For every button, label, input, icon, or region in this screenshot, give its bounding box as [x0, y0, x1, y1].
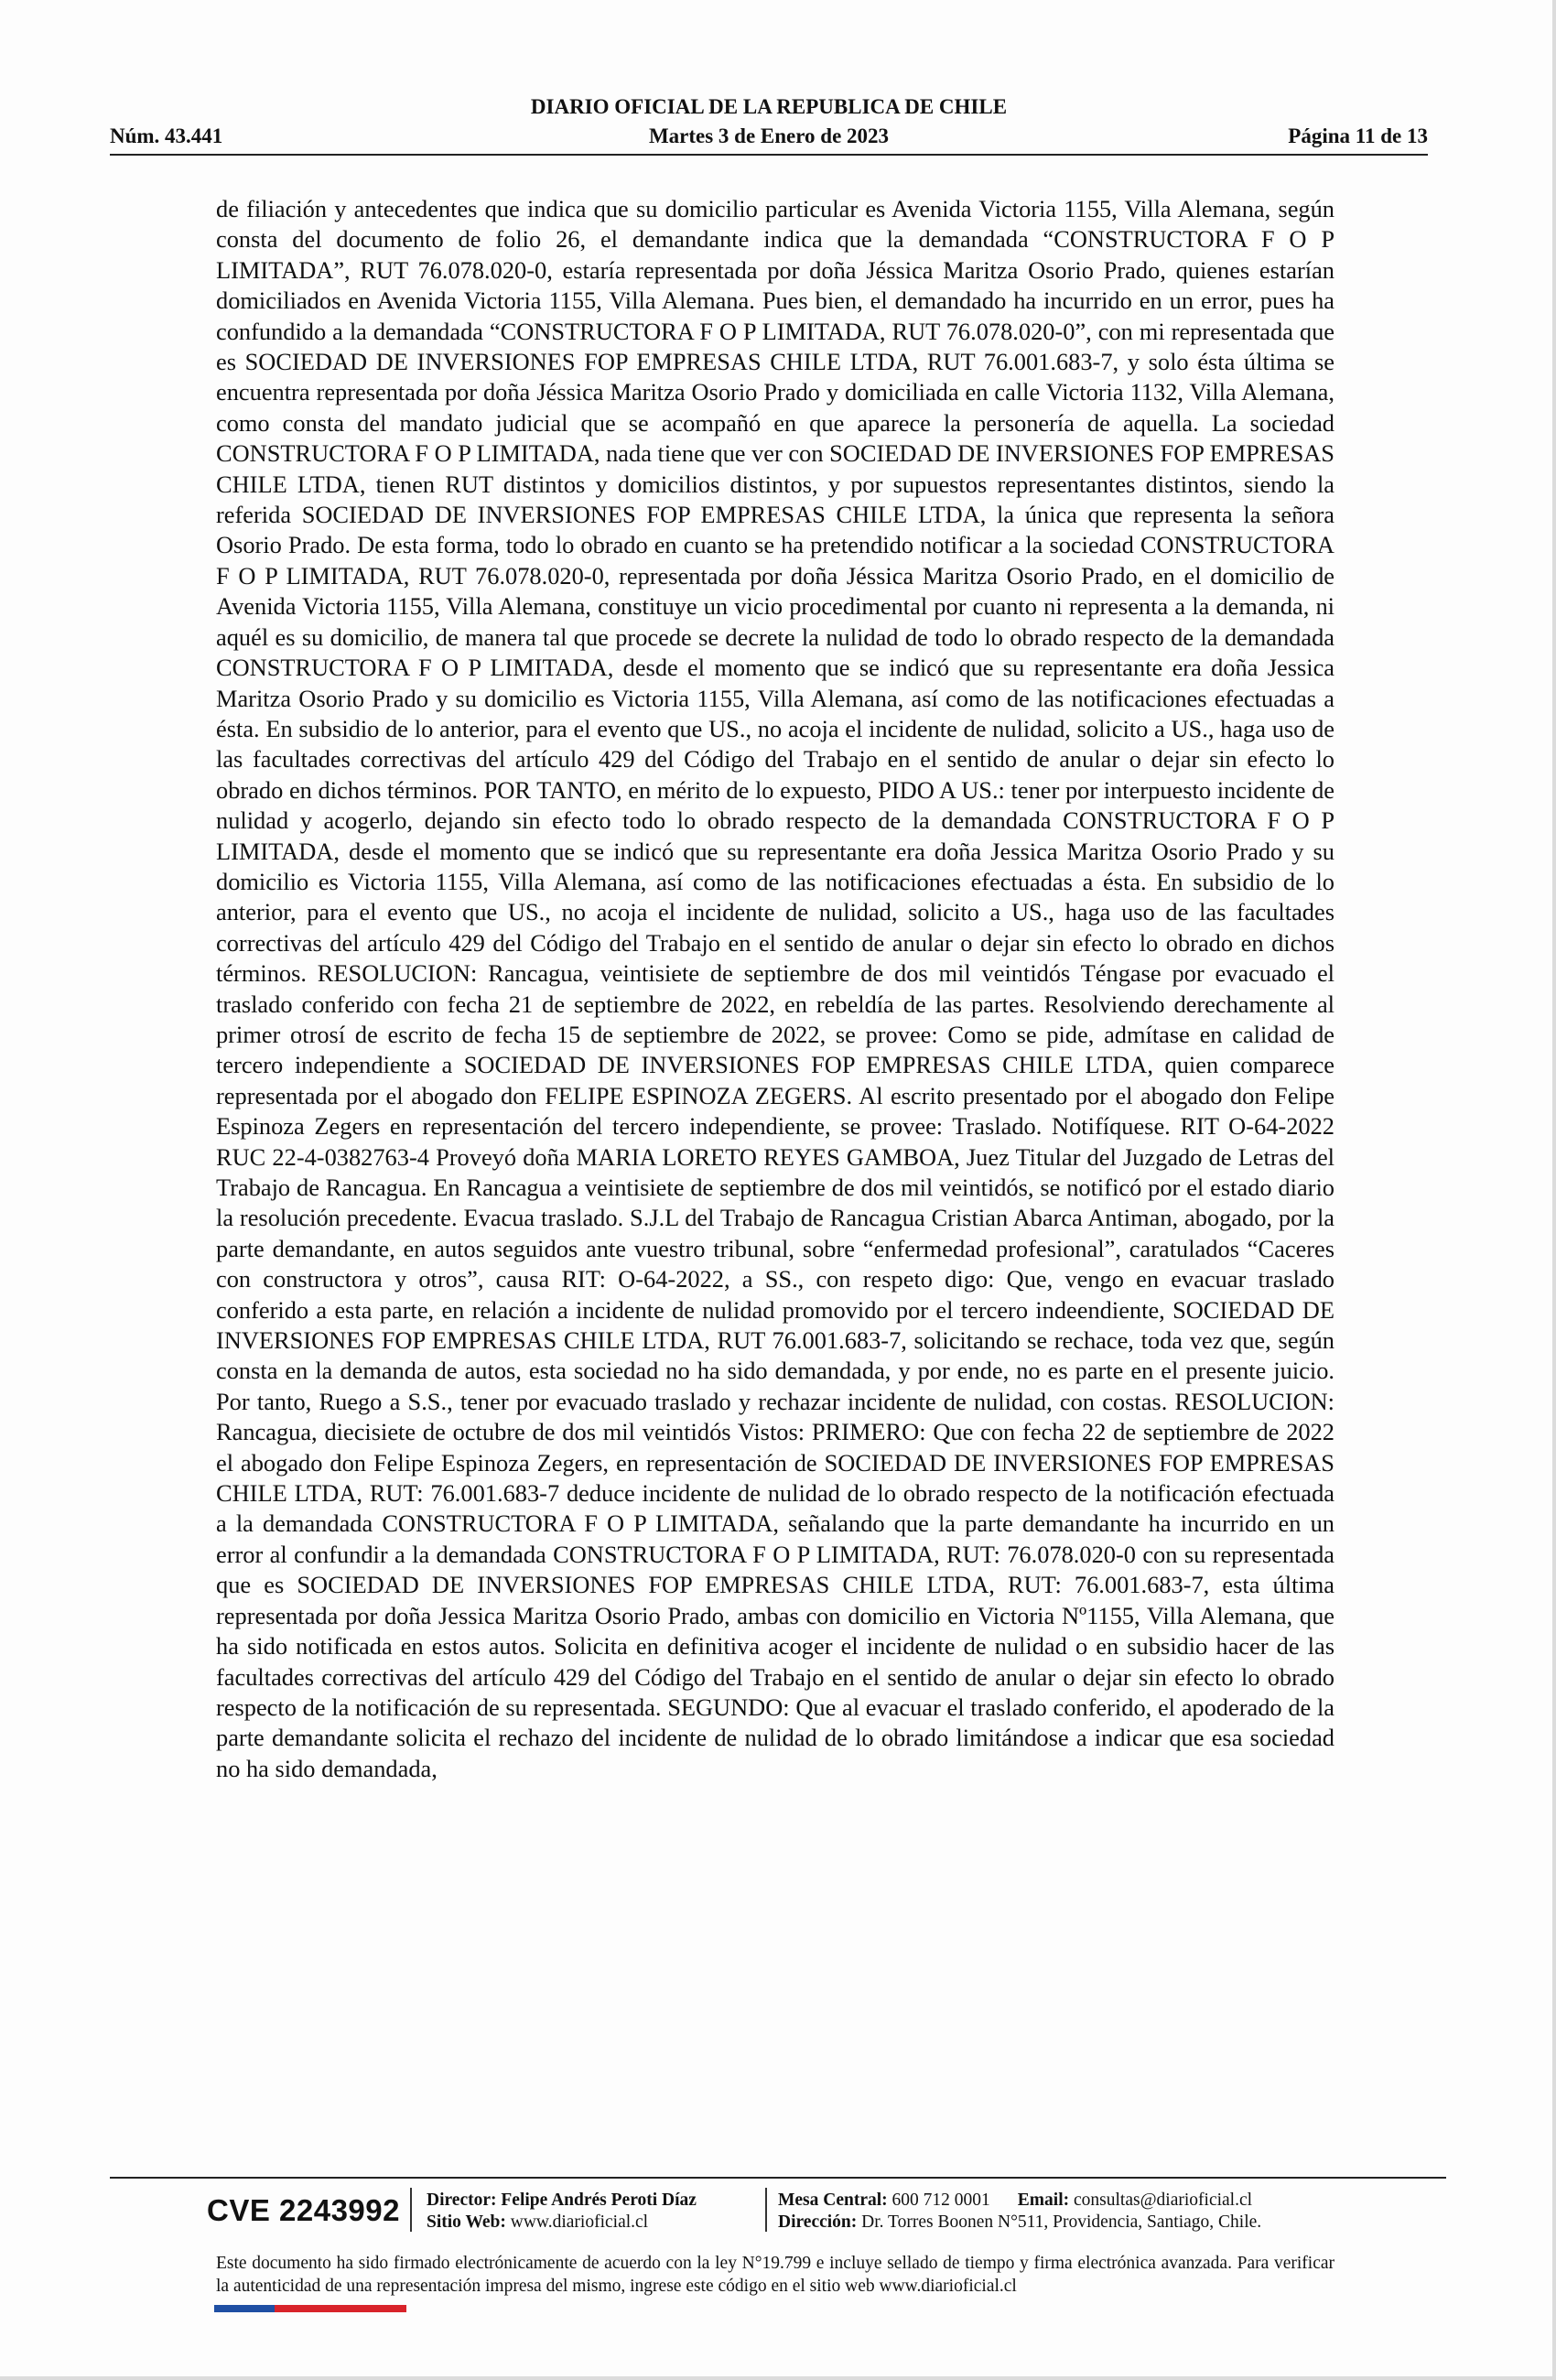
page-header [110, 92, 1428, 156]
footer-director-block [427, 2190, 697, 2234]
issue-date: Martes 3 de Enero de 2023 [648, 124, 890, 147]
flag-blue-segment [214, 2305, 275, 2312]
email-link[interactable]: consultas@diarioficial.cl [1074, 2191, 1253, 2210]
body-text: de filiación y antecedentes que indica que su domicilio particular es Avenida Victoria 1155, Villa Alemana, según consta del documento de folio 26, el demandante indica que la demandada “CONSTRUCTORA F O P LIMITADA”, RUT 76.078.020-0, estaría representada por doña Jéssica Maritza Osorio Prado, quienes estarían domiciliados en Avenida Victoria 1155, Villa Alemana. Pues bien, el demandado ha incurrido en un error, pues ha confundido a la demandada “CONSTRUCTORA F O P LIMITADA, RUT 76.078.020-0”, con mi representada que es SOCIEDAD DE INVERSIONES FOP EMPRESAS CHILE LTDA, RUT 76.001.683-7, y solo ésta última se encuentra representada por doña Jéssica Maritza Osorio Prado y domiciliada en calle Victoria 1132, Villa Alemana, como consta del mandato judicial que se acompañó en que aparece la personería de aquella. La sociedad CONSTRUCTORA F O P LIMITADA, nada tiene que ver con SOCIEDAD DE INVERSIONES FOP EMPRESAS CHILE LTDA, tienen RUT distintos y domicilios distintos, y por supuestos representantes distintos, siendo la referida SOCIEDAD DE INVERSIONES FOP EMPRESAS CHILE LTDA, la única que representa la señora Osorio Prado. De esta forma, todo lo obrado en cuanto se ha pretendido notificar a la sociedad CONSTRUCTORA F O P LIMITADA, RUT 76.078.020-0, representada por doña Jéssica Maritza Osorio Prado, en el domicilio de Avenida Victoria 1155, Villa Alemana, constituye un vicio procedimental por cuanto ni representa a la demanda, ni aquél es su domicilio, de manera tal que procede se decrete la nulidad de todo lo obrado respecto de la demandada CONSTRUCTORA F O P LIMITADA, desde el momento que se indicó que su representante era doña Jessica Maritza Osorio Prado y su domicilio es Victoria 1155, Villa Alemana, así como de las notificaciones efectuadas a ésta. En subsidio de lo anterior, para el evento que US., no acoja el incidente de nulidad, solicito a US., haga uso de las facultades correctivas del artículo 429 del Código del Trabajo en el sentido de anular o dejar sin efecto lo obrado en dichos términos. POR TANTO, en mérito de lo expuesto, PIDO A US.: tener por interpuesto incidente de nulidad y acogerlo, dejando sin efecto todo lo obrado respecto de la demandada CONSTRUCTORA F O P LIMITADA, desde el momento que se indicó que su representante era doña Jessica Maritza Osorio Prado y su domicilio es Victoria 1155, Villa Alemana, así como de las notificaciones efectuadas a ésta. En subsidio de lo anterior, para el evento que US., no acoja el incidente de nulidad, solicito a US., haga uso de las facultades correctivas del artículo 429 del Código del Trabajo en el sentido de anular o dejar sin efecto lo obrado en dichos términos. RESOLUCION: Rancagua, veintisiete de septiembre de dos mil veintidós Téngase por evacuado el traslado conferido con fecha 21 de septiembre de 2022, en rebeldía de las partes. Resolviendo derechamente al primer otrosí de escrito de fecha 15 de septiembre de 2022, se provee: Como se pide, admítase en calidad de tercero independiente a SOCIEDAD DE INVERSIONES FOP EMPRESAS CHILE LTDA, quien comparece representada por el abogado don FELIPE ESPINOZA ZEGERS. Al escrito presentado por el abogado don Felipe Espinoza Zegers en representación del tercero independiente, se provee: Traslado. Notifíquese. RIT O-64-2022 RUC 22-4-0382763-4 Proveyó doña MARIA LORETO REYES GAMBOA, Juez Titular del Juzgado de Letras del Trabajo de Rancagua. En Rancagua a veintisiete de septiembre de dos mil veintidós, se notificó por el estado diario la resolución precedente. Evacua traslado. S.J.L del Trabajo de Rancagua Cristian Abarca Antiman, abogado, por la parte demandante, en autos seguidos ante vuestro tribunal, sobre “enfermedad profesional”, caratulados “Caceres con constructora y otros”, causa RIT: O-64-2022, a SS., con respeto digo: Que, vengo en evacuar traslado conferido a esta parte, en relación a incidente de nulidad promovido por el tercero indeendiente, SOCIEDAD DE INVERSIONES FOP EMPRESAS CHILE LTDA, RUT 76.001.683-7, solicitando se rechace, toda vez que, según consta en la demanda de autos, esta sociedad no ha sido demandada, y por ende, no es parte en el presente juicio. Por tanto, Ruego a S.S., tener por evacuado traslado y rechazar incidente de nulidad, con costas. RESOLUCION: Rancagua, diecisiete de octubre de dos mil veintidós Vistos: PRIMERO: Que con fecha 22 de septiembre de 2022 el abogado don Felipe Espinoza Zegers, en representación de SOCIEDAD DE INVERSIONES FOP EMPRESAS CHILE LTDA, RUT: 76.001.683-7 deduce incidente de nulidad de lo obrado respecto de la notificación efectuada a la demandada CONSTRUCTORA F O P LIMITADA, señalando que la parte demandante ha incurrido en un error al confundir a la demandada CONSTRUCTORA F O P LIMITADA, RUT: 76.078.020-0 con su representada que es SOCIEDAD DE INVERSIONES FOP EMPRESAS CHILE LTDA, RUT: 76.001.683-7, esta última representada por doña Jessica Maritza Osorio Prado, ambas con domicilio en Victoria Nº1155, Villa Alemana, que ha sido notificada en estos autos. Solicita en definitiva acoger el incidente de nulidad o en subsidio hacer de las facultades correctivas del artículo 429 del Código del Trabajo en el sentido de anular o dejar sin efecto lo obrado respecto de la notificación de su representada. SEGUNDO: Que al evacuar el traslado conferido, el apoderado de la parte demandante solicita el rechazo del incidente de nulidad de lo obrado limitándose a indicar que esa sociedad no ha sido demandada, [216, 195, 1334, 1782]
flag-red-segment [275, 2305, 406, 2312]
director-label: Director: [427, 2191, 497, 2210]
phone-number: 600 712 0001 [891, 2191, 990, 2210]
phone-label: Mesa Central: [778, 2191, 888, 2210]
director-name: Felipe Andrés Peroti Díaz [501, 2191, 697, 2210]
flag-color-bar [214, 2305, 406, 2312]
footer-contact-block [778, 2190, 1261, 2234]
page-number: Página 11 de 13 [1288, 124, 1428, 147]
cve-code: CVE 2243992 [207, 2193, 400, 2227]
header-divider [110, 154, 1428, 156]
issue-number: Núm. 43.441 [110, 124, 223, 147]
website-label: Sitio Web: [427, 2212, 506, 2232]
email-label: Email: [1017, 2191, 1070, 2210]
footer-divider [110, 2177, 1446, 2179]
legal-note: Este documento ha sido firmado electrónicamente de acuerdo con la ley N°19.799 e incluye sellado de tiempo y firma electrónica avanzada. Para verificar la autenticidad de una representación impresa del mismo, ingrese este código en el sitio web www.diarioficial.cl [216, 2254, 1334, 2296]
footer-separator [410, 2188, 412, 2232]
masthead-title: DIARIO OFICIAL DE LA REPUBLICA DE CHILE [530, 95, 1008, 118]
address-label: Dirección: [778, 2212, 858, 2232]
footer-separator [765, 2188, 767, 2232]
address-value: Dr. Torres Boonen N°511, Providencia, Santiago, Chile. [861, 2212, 1262, 2232]
website-link[interactable]: www.diarioficial.cl [510, 2212, 649, 2232]
